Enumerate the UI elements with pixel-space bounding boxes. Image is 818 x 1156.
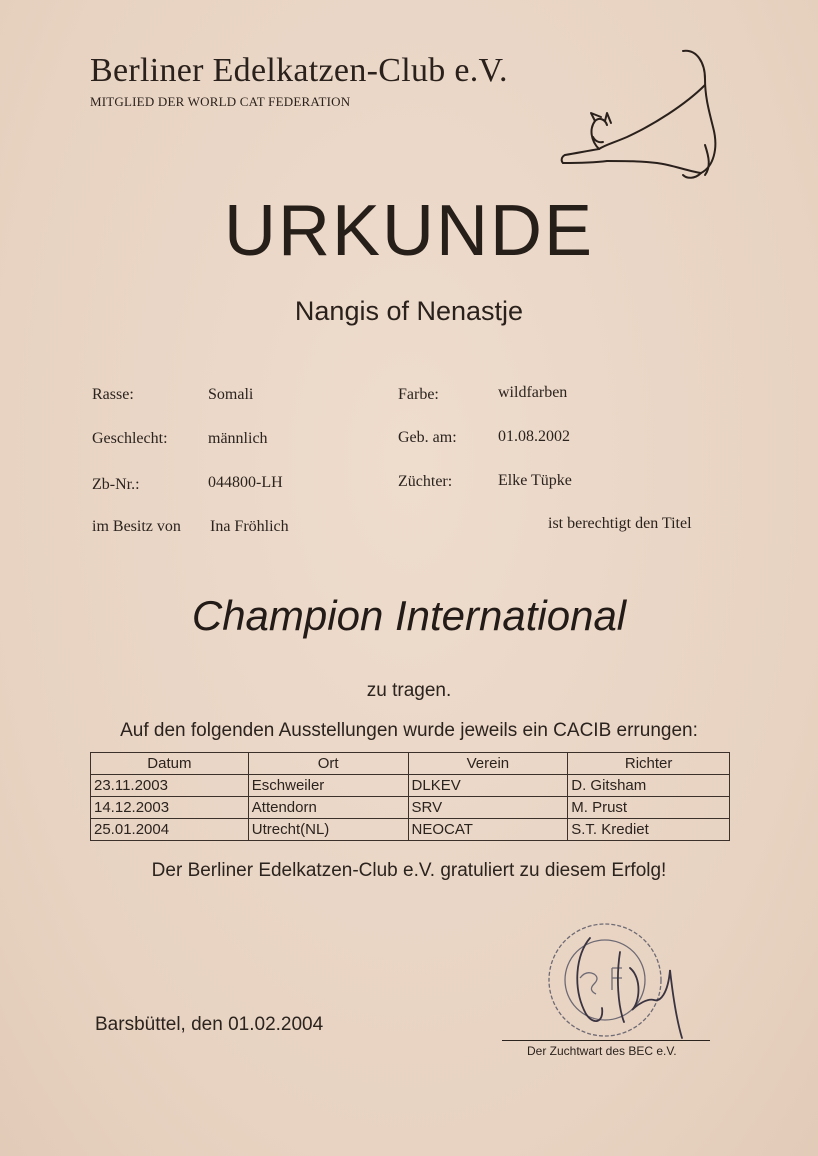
breed-value: Somali bbox=[208, 386, 254, 403]
signature-label: Der Zuchtwart des BEC e.V. bbox=[527, 1044, 677, 1058]
congratulations-text: Der Berliner Edelkatzen-Club e.V. gratuliert zu diesem Erfolg! bbox=[151, 860, 667, 881]
header-judge: Richter bbox=[568, 753, 730, 775]
club-name: Berliner Edelkatzen-Club e.V. bbox=[90, 52, 508, 89]
to-wear-text: zu tragen. bbox=[366, 680, 452, 701]
owner-label: im Besitz von bbox=[92, 518, 181, 535]
cell-club: DLKEV bbox=[408, 775, 568, 797]
color-value: wildfarben bbox=[498, 384, 568, 401]
registration-value: 044800-LH bbox=[208, 474, 283, 491]
shows-intro: Auf den folgenden Ausstellungen wurde jeweils ein CACIB errungen: bbox=[120, 720, 698, 741]
place-date: Barsbüttel, den 01.02.2004 bbox=[95, 1014, 324, 1035]
signature-line bbox=[502, 1040, 710, 1041]
cell-place: Attendorn bbox=[248, 797, 408, 819]
owner-value: Ina Fröhlich bbox=[210, 518, 289, 535]
breed-label: Rasse: bbox=[92, 386, 134, 403]
registration-label: Zb-Nr.: bbox=[92, 476, 140, 493]
champion-title: Champion International bbox=[191, 592, 627, 639]
breeder-label: Züchter: bbox=[398, 473, 453, 490]
shows-table bbox=[90, 752, 730, 841]
cat-name: Nangis of Nenastje bbox=[294, 296, 524, 326]
cell-club: SRV bbox=[408, 797, 568, 819]
cell-judge: M. Prust bbox=[568, 797, 730, 819]
table-header-row bbox=[91, 753, 730, 775]
certificate-title: URKUNDE bbox=[223, 191, 595, 271]
table-row bbox=[91, 797, 730, 819]
sex-label: Geschlecht: bbox=[92, 430, 168, 447]
cell-place: Eschweiler bbox=[248, 775, 408, 797]
table-row bbox=[91, 775, 730, 797]
header-place: Ort bbox=[248, 753, 408, 775]
cell-date: 23.11.2003 bbox=[91, 775, 249, 797]
cat-stretching-icon bbox=[555, 45, 730, 185]
cell-date: 25.01.2004 bbox=[91, 819, 249, 841]
handwritten-signature-icon bbox=[577, 938, 682, 1038]
header-club: Verein bbox=[408, 753, 568, 775]
club-membership: MITGLIED DER WORLD CAT FEDERATION bbox=[90, 94, 351, 109]
cell-club: NEOCAT bbox=[408, 819, 568, 841]
birth-value: 01.08.2002 bbox=[498, 428, 570, 445]
entitled-text: ist berechtigt den Titel bbox=[548, 515, 692, 532]
birth-label: Geb. am: bbox=[398, 429, 457, 446]
header-date: Datum bbox=[91, 753, 249, 775]
color-label: Farbe: bbox=[398, 386, 439, 403]
sex-value: männlich bbox=[208, 430, 268, 447]
cell-place: Utrecht(NL) bbox=[248, 819, 408, 841]
table-row bbox=[91, 819, 730, 841]
cell-date: 14.12.2003 bbox=[91, 797, 249, 819]
cell-judge: D. Gitsham bbox=[568, 775, 730, 797]
breeder-value: Elke Tüpke bbox=[498, 472, 572, 489]
cell-judge: S.T. Krediet bbox=[568, 819, 730, 841]
